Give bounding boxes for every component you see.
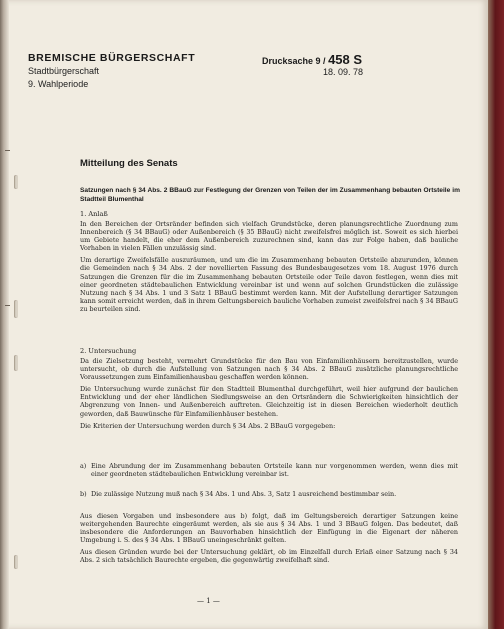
punch-hole bbox=[14, 300, 18, 318]
punch-hole bbox=[14, 175, 18, 189]
section-heading: 2. Untersuchung bbox=[80, 347, 137, 355]
page-number: — 1 — bbox=[197, 597, 220, 605]
document-number bbox=[262, 52, 362, 67]
edge-mark bbox=[5, 305, 10, 306]
list-item bbox=[80, 490, 458, 498]
section-body bbox=[80, 357, 458, 434]
list-item bbox=[80, 462, 458, 478]
paragraph: Die Kriterien der Untersuchung werden durch § 34 Abs. 2 BBauG vorgegeben: bbox=[80, 421, 336, 430]
document-subject: Satzungen nach § 34 Abs. 2 BBauG zur Festlegung der Grenzen von Teilen der im Zusammenhang bebauten Ortsteile im Stadtteil Blumenthal bbox=[80, 187, 460, 203]
list-item-label: a) bbox=[80, 462, 87, 470]
list-item-text: Die zulässige Nutzung muß nach § 34 Abs. 1 und Abs. 3, Satz 1 ausreichend bestimmbar sein. bbox=[91, 490, 397, 498]
list-item-label: b) bbox=[80, 490, 87, 498]
document-number-value: 458 S bbox=[328, 52, 363, 67]
paragraph: Aus diesen Gründen wurde bei der Untersuchung geklärt, ob im Einzelfall durch Erlaß einer Satzung nach § 34 Abs. 2 sich tatsächlich Baurechte ergeben, die gegenwärtig zweifelhaft sind. bbox=[80, 548, 458, 565]
letterhead-period: 9. Wahlperiode bbox=[28, 79, 89, 89]
document-title: Mitteilung des Senats bbox=[80, 158, 178, 169]
paragraph: In den Bereichen der Ortsränder befinden sich vielfach Grundstücke, deren planungsrechtliche Zuordnung zum Innenbereich (§ 34 BBauG) oder Außenbereich (§ 35 BBauG) nicht zweifelsfrei möglich ist. Soweit es sich hierbei um Gebiete handelt, die eher dem Außenbereich zuzurechnen sind, kann das zur Folge haben, daß bauliche Vorhaben in vielen Fällen unzulässig sind. bbox=[80, 220, 458, 253]
section-body bbox=[80, 220, 458, 317]
punch-hole bbox=[14, 555, 18, 569]
document-date: 18. 09. 78 bbox=[323, 67, 364, 77]
edge-mark bbox=[5, 150, 10, 151]
paragraph: Die Untersuchung wurde zunächst für den Stadtteil Blumenthal durchgeführt, weil hier aufgrund der baulichen Entwicklung und der eher ländlichen Siedlungsweise an den Ortsrändern die Schwierigkeiten hinsichtlich der Abgrenzung von Innen- und Außenbereich auftreten. Gleichzeitig ist in diesen Bereichen wiederholt deutlich geworden, daß Bauwünsche für Einfamilienhäuser bestehen. bbox=[80, 385, 458, 418]
section-heading: 1. Anlaß bbox=[80, 210, 108, 218]
letterhead-body: Stadtbürgerschaft bbox=[28, 66, 100, 76]
paragraph: Um derartige Zweifelsfälle auszuräumen, und um die im Zusammenhang bebauten Ortsteile abzurunden, können die Gemeinden nach § 34 Abs. 2 der novellierten Fassung des Bundesbaugesetzes vom 18. August 1976 durch Satzungen die Grenzen für die im Zusammenhang bebauten Ortsteile oder Teile davon festlegen, wenn dies mit einer geordneten städtebaulichen Entwicklung vereinbar ist und wenn auf solchen Grundstücken die zulässige Nutzung nach § 34 Abs. 1 und 3 Satz 1 BBauG bestimmt werden kann. Mit der Aufstellung derartiger Satzungen kann somit erreicht werden, daß in ihrem Geltungsbereich bauliche Vorhaben zumeist zweifelsfrei nach § 34 BBauG zu beurteilen sind. bbox=[80, 256, 458, 313]
list-item-text: Eine Abrundung der im Zusammenhang bebauten Ortsteile kann nur vorgenommen werden, wenn dies mit einer geordneten städtebaulichen Entwicklung vereinbar ist. bbox=[91, 462, 458, 479]
section-body bbox=[80, 512, 458, 569]
binding-edge bbox=[0, 0, 9, 629]
letterhead-organization: BREMISCHE BÜRGERSCHAFT bbox=[28, 52, 196, 64]
paragraph: Aus diesen Vorgaben und insbesondere aus b) folgt, daß im Geltungsbereich derartiger Satzungen keine weitergehenden Baurechte eingeräumt werden, als sie aus § 34 Abs. 1 und 3 BBauG folgen. Das bedeutet, daß insbesondere die Anforderungen an Bauvorhaben hinsichtlich der Einfügung in die Eigenart der näheren Umgebung i. S. des § 34 Abs. 1 BBauG uneingeschränkt gelten. bbox=[80, 512, 458, 545]
page-stack-edge bbox=[488, 0, 504, 629]
paragraph: Da die Zielsetzung besteht, vermehrt Grundstücke für den Bau von Einfamilienhäusern bereitzustellen, wurde untersucht, ob durch die Aufstellung von Satzungen nach § 34 Abs. 2 BBauG zusätzliche planungsrechtliche Voraussetzungen zum Einfamilienhausbau geschaffen werden können. bbox=[80, 357, 458, 382]
punch-hole bbox=[14, 355, 18, 371]
document-number-label: Drucksache 9 / bbox=[262, 56, 326, 66]
